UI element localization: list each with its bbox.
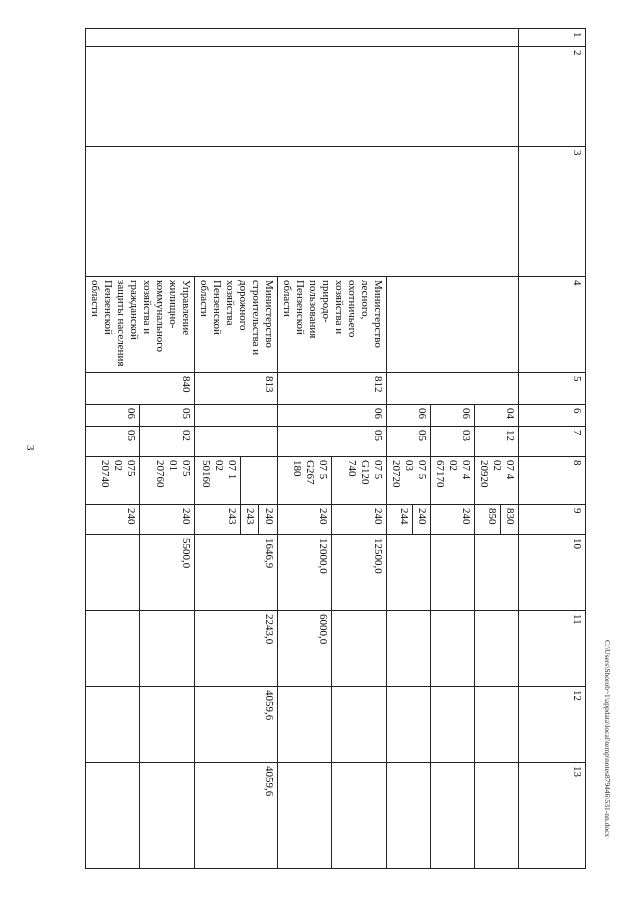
cell (140, 763, 195, 869)
cell: 1646,9 (195, 535, 278, 611)
cell (86, 29, 519, 47)
cell: 240 (332, 505, 387, 535)
cell (387, 373, 519, 405)
col-header-6: 6 (519, 405, 586, 427)
cell: 12000,0 (278, 535, 333, 611)
col-header-1: 1 (519, 29, 586, 47)
cell (431, 687, 475, 763)
cell (195, 427, 278, 457)
ministry-name: Министерство строительства и дорожного хозяйства Пензенской области (195, 277, 278, 373)
cell (278, 763, 333, 869)
cell (387, 505, 431, 535)
cell: 830 (500, 505, 518, 534)
cell: 07 1 02 50160 (195, 457, 241, 505)
cell (332, 763, 387, 869)
cell (240, 457, 277, 505)
col-header-8: 8 (519, 457, 586, 505)
cell (475, 505, 519, 535)
col-header-4: 4 (519, 277, 586, 373)
cell: 05 (278, 427, 387, 457)
cell: 813 (195, 373, 278, 405)
cell (332, 687, 387, 763)
cell: 075 01 20760 (140, 457, 195, 505)
col-header-10: 10 (519, 535, 586, 611)
col-header-2: 2 (519, 47, 586, 147)
col-header-12: 12 (519, 687, 586, 763)
cell (431, 535, 475, 611)
cell: 05 (387, 427, 431, 457)
cell (387, 763, 431, 869)
cell (387, 611, 431, 687)
cell: 244 (398, 508, 410, 525)
cell (86, 147, 519, 277)
cell (86, 687, 141, 763)
cell (86, 47, 519, 147)
cell (332, 611, 387, 687)
cell: 06 (278, 405, 387, 427)
cell: 243 (240, 505, 259, 535)
cell: 05 (140, 405, 195, 427)
cell: 07 5 G267 180 (278, 457, 333, 505)
cell: 06 (86, 405, 141, 427)
cell (475, 687, 519, 763)
budget-table (85, 28, 586, 869)
cell (431, 611, 475, 687)
cell: 04 (475, 405, 519, 427)
col-header-3: 3 (519, 147, 586, 277)
cell (387, 277, 519, 373)
budget-table-rotated (84, 28, 586, 868)
cell: 07 5 G120 740 (332, 457, 387, 505)
cell (431, 763, 475, 869)
cell (387, 687, 431, 763)
col-header-7: 7 (519, 427, 586, 457)
cell: 6000,0 (278, 611, 333, 687)
cell: 06 (431, 405, 475, 427)
ministry-name: Управление жилищно-коммунального хозяйства и гражданской защиты населения Пензенской области (86, 277, 195, 373)
cell (475, 535, 519, 611)
ministry-name: Министерство лесного, охотничьего хозяйства и природо-пользования Пензенской области (278, 277, 387, 373)
cell: 07 5 03 20720 (387, 457, 431, 505)
cell: 240 (140, 505, 195, 535)
cell (278, 687, 333, 763)
cell: 240 (278, 505, 333, 535)
cell: 05 (86, 427, 141, 457)
cell (86, 611, 141, 687)
cell: 12 (475, 427, 519, 457)
header-row (519, 29, 586, 869)
cell: 4059,6 (195, 687, 278, 763)
table-row (475, 29, 519, 869)
cell: 03 (431, 427, 475, 457)
col-header-11: 11 (519, 611, 586, 687)
cell: 12500,0 (332, 535, 387, 611)
cell (86, 535, 141, 611)
cell: 02 (140, 427, 195, 457)
cell (387, 535, 431, 611)
cell: 240 (431, 505, 475, 535)
cell: 07 4 02 20920 (475, 457, 519, 505)
cell: 2243,0 (195, 611, 278, 687)
cell: 4059,6 (195, 763, 278, 869)
cell: 240 (259, 505, 278, 535)
cell (86, 763, 141, 869)
cell: 075 02 20740 (86, 457, 141, 505)
cell: 812 (278, 373, 387, 405)
cell: 243 (195, 505, 241, 535)
col-header-13: 13 (519, 763, 586, 869)
col-header-5: 5 (519, 373, 586, 405)
cell: 5500,0 (140, 535, 195, 611)
cell (195, 405, 278, 427)
cell (140, 687, 195, 763)
cell (475, 763, 519, 869)
cell (475, 611, 519, 687)
col-header-9: 9 (519, 505, 586, 535)
cell: 07 4 02 67170 (431, 457, 475, 505)
footer-file-path: C:\Users\Shorob~1\appdata\local\temp\notes879446\531-nn.docx (603, 640, 612, 838)
cell: 240 (86, 505, 141, 535)
cell: 840 (86, 373, 195, 405)
page-number: 3 (24, 445, 36, 451)
cell: 240 (412, 505, 430, 534)
cell (140, 611, 195, 687)
cell: 06 (387, 405, 431, 427)
cell: 850 (486, 508, 498, 525)
